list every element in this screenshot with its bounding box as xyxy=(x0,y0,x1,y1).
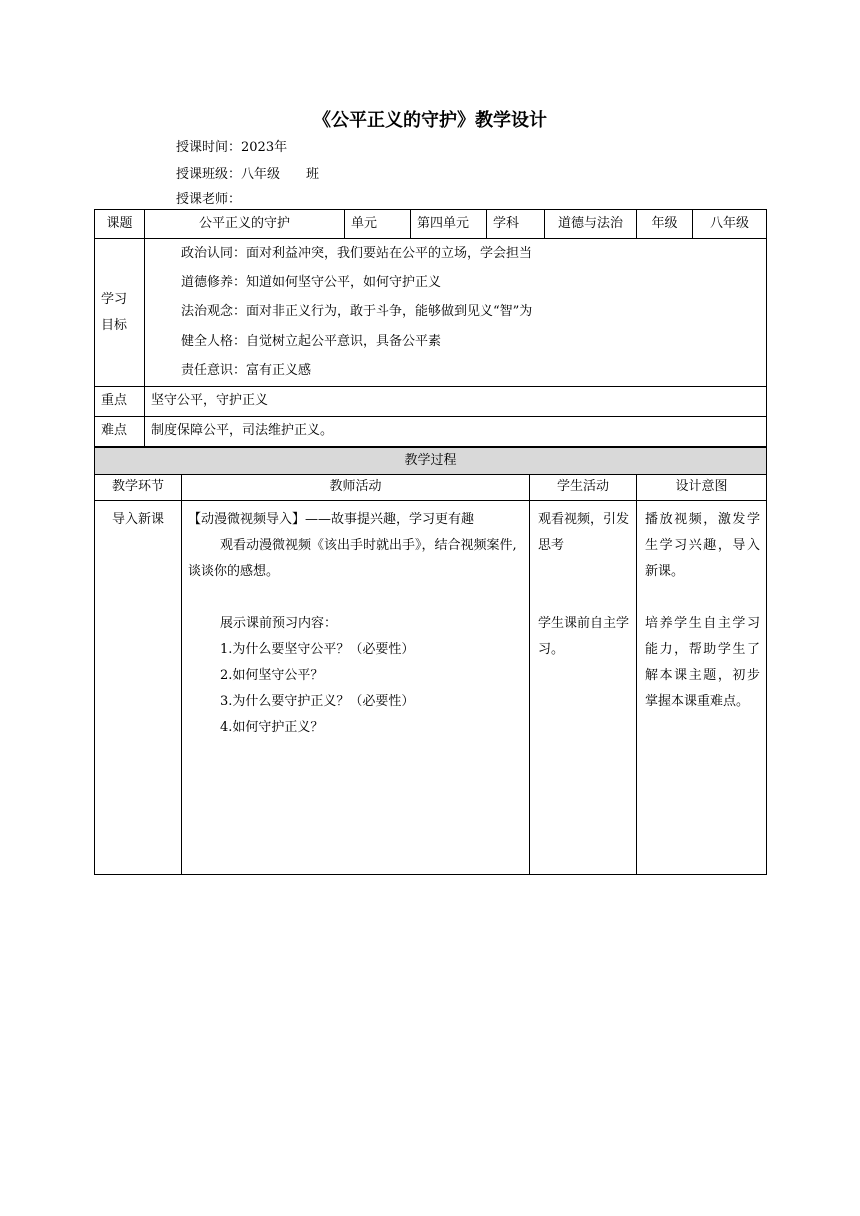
grade-value: 八年级 xyxy=(693,210,767,239)
goal-item: 政治认同：面对利益冲突，我们要站在公平的立场，学会担当 xyxy=(181,246,533,261)
goal-item: 健全人格：自觉树立起公平意识，具备公平素 xyxy=(181,333,442,349)
student-activity-1: 观看视频，引发思考 xyxy=(538,512,630,553)
grade-label: 年级 xyxy=(637,210,693,239)
student-activity-cell xyxy=(530,501,637,875)
key-point-label: 重点 xyxy=(95,387,145,417)
class-suffix: 班 xyxy=(306,167,320,182)
document-title: 《公平正义的守护》教学设计 xyxy=(313,110,547,131)
col-teacher-activity: 教师活动 xyxy=(182,475,530,501)
unit-label: 单元 xyxy=(345,210,411,239)
design-intent-2: 培养学生自主学习能力，帮助学生了解本课主题，初步掌握本课重难点。 xyxy=(645,616,761,709)
col-design-intent: 设计意图 xyxy=(637,475,767,501)
teacher-activity-cell xyxy=(182,501,530,875)
info-table xyxy=(94,209,767,447)
topic-label: 课题 xyxy=(95,210,145,239)
class-label: 授课班级：八年级 xyxy=(176,167,281,182)
preview-item: 3.为什么要守护正义？（必要性） xyxy=(220,694,415,709)
goal-item: 法治观念：面对非正义行为，敢于斗争，能够做到见义“智”为 xyxy=(181,304,533,320)
lesson-time: 授课时间：2023年 xyxy=(176,140,288,155)
goal-item: 道德修养：知道如何坚守公平，如何守护正义 xyxy=(181,275,442,291)
unit-value: 第四单元 xyxy=(411,210,487,239)
preview-item: 4.如何守护正义？ xyxy=(220,720,324,735)
preview-item: 1.为什么要坚守公平？（必要性） xyxy=(220,642,415,657)
col-stage: 教学环节 xyxy=(95,475,182,501)
activity-paragraph: 观看动漫微视频《该出手时就出手》，结合视频案件,谈谈你的感想。 xyxy=(188,538,517,579)
lesson-teacher: 授课老师： xyxy=(176,192,242,207)
design-intent-cell xyxy=(637,501,767,875)
table-row xyxy=(95,501,767,875)
goals-label: 学习 目标 xyxy=(95,239,145,387)
difficulty-value: 制度保障公平，司法维护正义。 xyxy=(145,417,767,447)
subject-value: 道德与法治 xyxy=(545,210,637,239)
stage-cell: 导入新课 xyxy=(95,501,182,875)
col-student-activity: 学生活动 xyxy=(530,475,637,501)
activity-heading: 【动漫微视频导入】——故事提兴趣，学习更有趣 xyxy=(188,512,475,527)
preview-heading: 展示课前预习内容： xyxy=(220,616,338,631)
goals-list xyxy=(145,239,767,387)
difficulty-label: 难点 xyxy=(95,417,145,447)
process-table xyxy=(94,447,767,875)
lesson-class xyxy=(176,163,319,182)
student-activity-2: 学生课前自主学习。 xyxy=(538,616,630,657)
key-point-value: 坚守公平，守护正义 xyxy=(145,387,767,417)
goal-item: 责任意识：富有正义感 xyxy=(181,362,312,378)
subject-label: 学科 xyxy=(487,210,545,239)
topic-value: 公平正义的守护 xyxy=(145,210,345,239)
preview-item: 2.如何坚守公平？ xyxy=(220,668,324,683)
design-intent-1: 播放视频，激发学生学习兴趣，导入新课。 xyxy=(645,512,761,579)
process-header: 教学过程 xyxy=(95,448,767,475)
